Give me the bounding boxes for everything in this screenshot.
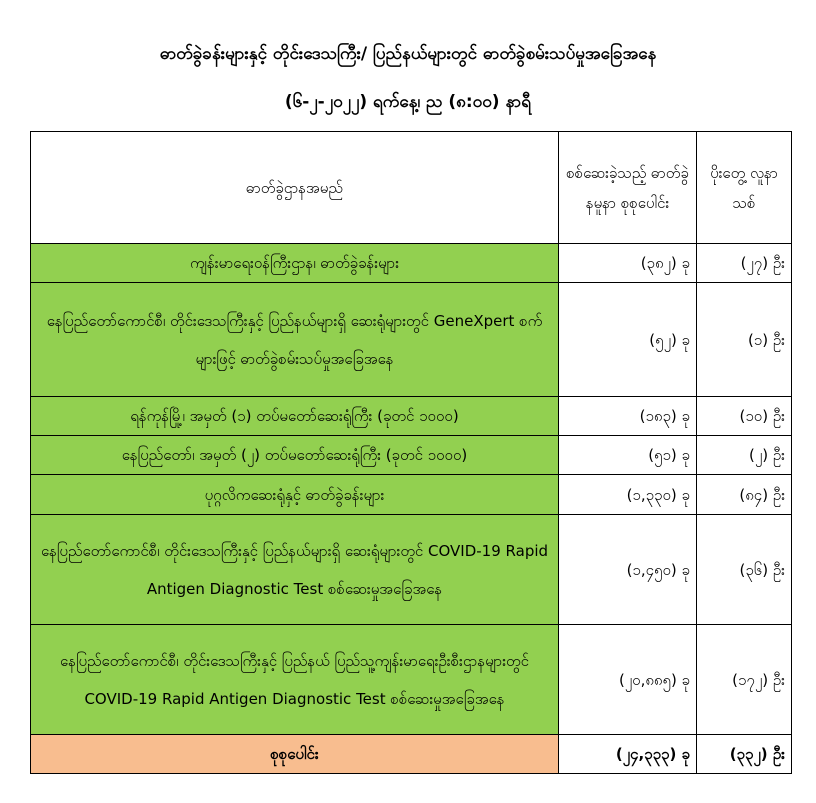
table-row (31, 244, 792, 283)
table-row (31, 475, 792, 515)
row-samples: (၁,၄၅၀) ခု (559, 515, 697, 625)
row-positive: (၁၇၂) ဦး (697, 625, 792, 735)
row-positive: (၁၀) ဦး (697, 397, 792, 436)
row-samples: (၁,၃၃၀) ခု (559, 475, 697, 515)
row-samples: (၂၀,၈၈၅) ခု (559, 625, 697, 735)
report-date: (၆-၂-၂၀၂၂) ရက်နေ့၊ ည (၈:၀၀) နာရီ (284, 92, 532, 112)
header-row (31, 132, 792, 244)
header-positive: ပိုးတွေ့ လူနာသစ် (697, 132, 792, 244)
row-positive: (၈၄) ဦး (697, 475, 792, 515)
row-positive: (၂၇) ဦး (697, 244, 792, 283)
row-label: နေပြည်တော်၊ အမှတ် (၂) တပ်မတော်ဆေးရုံကြီး (ခုတင် ၁၀၀၀) (31, 436, 559, 475)
table-row (31, 625, 792, 735)
report-title: ဓာတ်ခွဲခန်းများနှင့် တိုင်းဒေသကြီး/ ပြည်နယ်များတွင် ဓာတ်ခွဲစမ်းသပ်မှုအခြေအနေ (159, 44, 657, 64)
row-positive: (၂) ဦး (697, 436, 792, 475)
table-row (31, 515, 792, 625)
row-label: နေပြည်တော်ကောင်စီ၊ တိုင်းဒေသကြီးနှင့် ပြည်နယ်များရှိ ဆေးရုံများတွင် COVID-19 Rapid Antigen Diagnostic Test စစ်ဆေးမှုအခြေအနေ (31, 515, 559, 625)
header-lab-name: ဓာတ်ခွဲဌာနအမည် (31, 132, 559, 244)
total-positive: (၃၃၂) ဦး (697, 735, 792, 774)
row-samples: (၃၈၂) ခု (559, 244, 697, 283)
row-samples: (၅၁) ခု (559, 436, 697, 475)
table-row (31, 436, 792, 475)
row-label: ပုဂ္ဂလိကဆေးရုံနှင့် ဓာတ်ခွဲခန်းများ (31, 475, 559, 515)
total-label: စုစုပေါင်း (31, 735, 559, 774)
row-positive: (၃၆) ဦး (697, 515, 792, 625)
table-row (31, 397, 792, 436)
table-row (31, 283, 792, 397)
row-label: ကျန်းမာရေး၀န်ကြီးဌာန၊ ဓာတ်ခွဲခန်းများ (31, 244, 559, 283)
lab-test-table (30, 131, 792, 774)
row-samples: (၅၂) ခု (559, 283, 697, 397)
total-row (31, 735, 792, 774)
row-samples: (၁၈၃) ခု (559, 397, 697, 436)
row-positive: (၁) ဦး (697, 283, 792, 397)
total-samples: (၂၄,၃၃၃) ခု (559, 735, 697, 774)
header-samples-tested: စစ်ဆေးခဲ့သည့် ဓာတ်ခွဲနမူနာ စုစုပေါင်း (559, 132, 697, 244)
row-label: နေပြည်တော်ကောင်စီ၊ တိုင်းဒေသကြီးနှင့် ပြည်နယ် ပြည်သူ့ကျန်းမာရေးဦးစီးဌာနများတွင် COVID-19 Rapid Antigen Diagnostic Test စစ်ဆေးမှုအခြေအနေ (31, 625, 559, 735)
row-label: နေပြည်တော်ကောင်စီ၊ တိုင်းဒေသကြီးနှင့် ပြည်နယ်များရှိ ဆေးရုံများတွင် GeneXpert စက်များဖြင့် ဓာတ်ခွဲစမ်းသပ်မှုအခြေအနေ (31, 283, 559, 397)
row-label: ရန်ကုန်မြို့၊ အမှတ် (၁) တပ်မတော်ဆေးရုံကြီး (ခုတင် ၁၀၀၀) (31, 397, 559, 436)
